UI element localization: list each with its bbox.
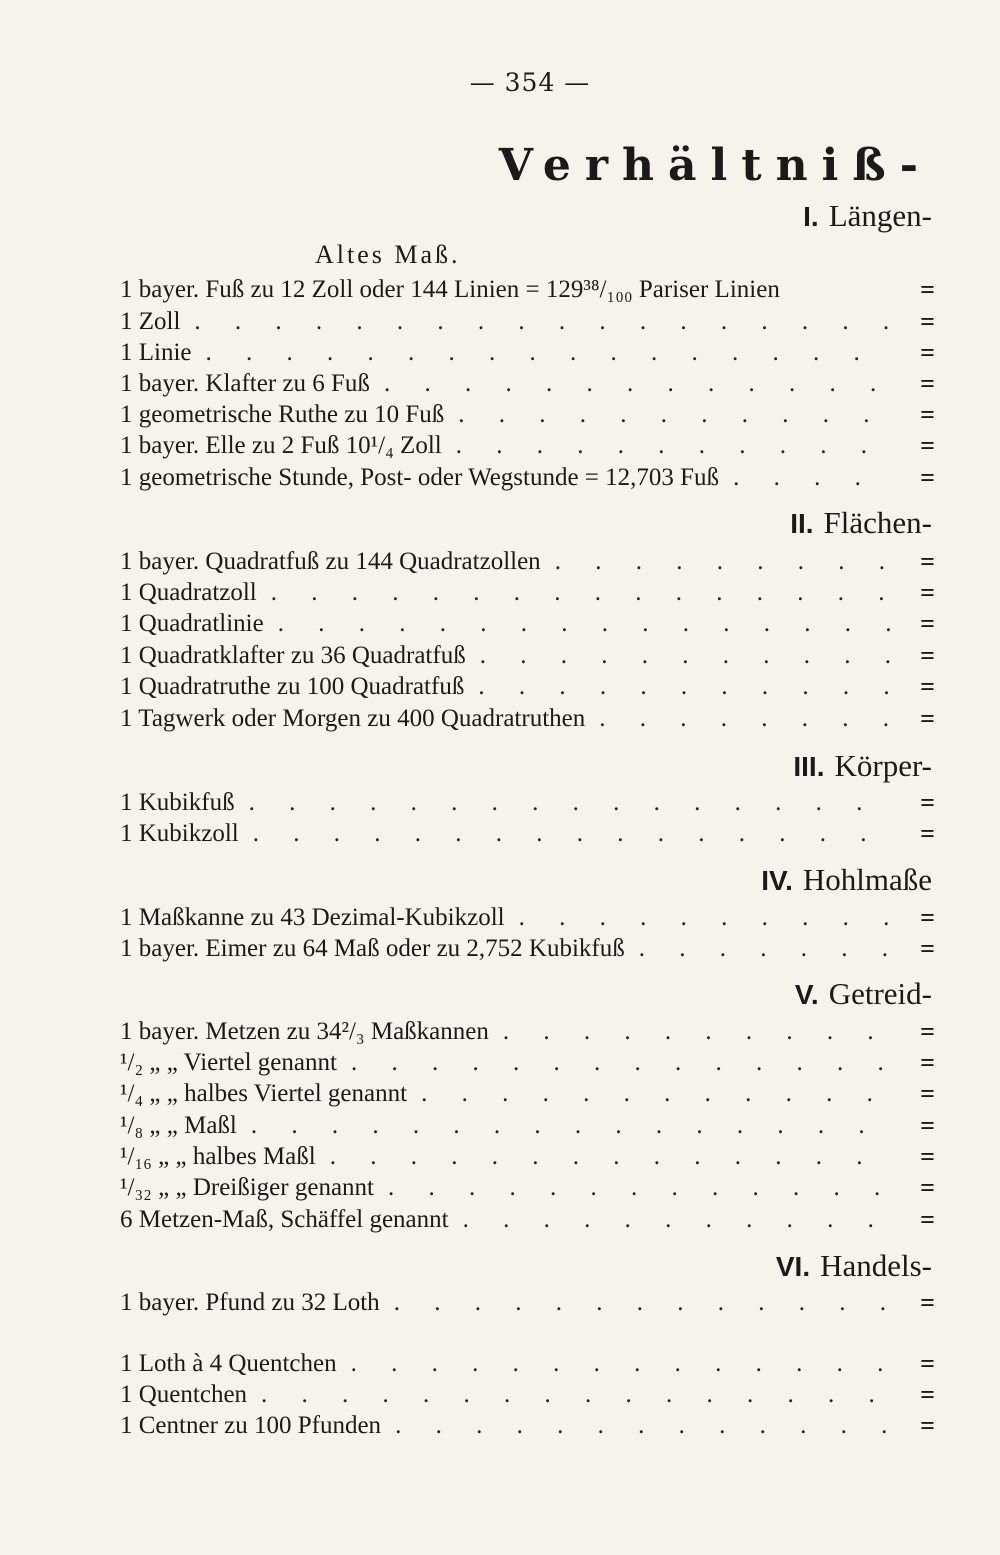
equals-sign: = xyxy=(920,672,935,701)
equals-sign: = xyxy=(920,1288,935,1317)
leader-dots xyxy=(463,1206,891,1234)
table-row xyxy=(120,462,935,494)
table-row xyxy=(120,608,935,640)
table-row xyxy=(120,1016,935,1048)
leader-dots xyxy=(351,1049,891,1077)
leader-dots xyxy=(503,1018,891,1046)
equals-sign: = xyxy=(920,463,935,492)
leader-dots xyxy=(639,935,891,963)
table-row xyxy=(120,1204,935,1236)
leader-dots xyxy=(206,339,891,367)
table-row xyxy=(120,1078,935,1110)
table-row xyxy=(120,1172,935,1204)
section-word: Hohlmaße xyxy=(802,862,932,897)
section-heading-koerper xyxy=(793,748,932,784)
section-number: I. xyxy=(803,201,819,232)
table-row xyxy=(120,818,935,850)
equals-sign: = xyxy=(920,1205,935,1234)
section-word: Handels- xyxy=(820,1248,932,1283)
section-number: II. xyxy=(790,508,814,539)
leader-dots xyxy=(733,464,891,492)
row-text: 1 bayer. Klafter zu 6 Fuß xyxy=(120,370,370,397)
table-row xyxy=(120,902,935,934)
equals-sign: = xyxy=(920,578,935,607)
row-text: 1 Loth à 4 Quentchen xyxy=(120,1350,337,1377)
leader-dots xyxy=(278,610,891,638)
row-text: ¹/₂ „ „ Viertel genannt xyxy=(120,1049,337,1076)
table-row xyxy=(120,671,935,703)
table-row xyxy=(120,399,935,431)
leader-dots xyxy=(194,308,891,336)
table-row xyxy=(120,1141,935,1173)
row-text: 1 geometrische Stunde, Post- oder Wegstunde = 12,703 Fuß xyxy=(120,464,720,491)
table-row xyxy=(120,1110,935,1142)
leader-dots xyxy=(421,1080,891,1108)
table-row xyxy=(120,703,935,735)
leader-dots xyxy=(251,1112,891,1140)
row-text: 1 Tagwerk oder Morgen zu 400 Quadratruthen xyxy=(120,705,586,732)
table-row xyxy=(120,577,935,609)
section-heading-flaechen xyxy=(790,505,932,541)
leader-dots xyxy=(394,1289,891,1317)
table-row xyxy=(120,430,935,462)
section-word: Flächen- xyxy=(823,505,932,540)
section-heading-getreide xyxy=(795,976,932,1012)
row-text: ¹/₃₂ „ „ Dreißiger genannt xyxy=(120,1174,374,1201)
old-measure-heading: Altes Maß. xyxy=(315,240,461,269)
row-text: ¹/₈ „ „ Maßl xyxy=(120,1112,237,1139)
row-text: 1 bayer. Pfund zu 32 Loth xyxy=(120,1289,380,1316)
equals-sign: = xyxy=(920,1017,935,1046)
row-text: 1 bayer. Quadratfuß zu 144 Quadratzollen xyxy=(120,548,541,575)
leader-dots xyxy=(388,1174,891,1202)
equals-sign: = xyxy=(920,819,935,848)
equals-sign: = xyxy=(920,934,935,963)
leader-dots xyxy=(249,789,891,817)
section-number: V. xyxy=(794,979,819,1010)
table-row xyxy=(120,640,935,672)
row-text: 1 bayer. Eimer zu 64 Maß oder zu 2,752 Kubikfuß xyxy=(120,935,625,962)
row-text: 6 Metzen-Maß, Schäffel genannt xyxy=(120,1206,449,1233)
leader-dots xyxy=(351,1350,891,1378)
equals-sign: = xyxy=(920,275,935,304)
row-text: 1 bayer. Elle zu 2 Fuß 10¹/₄ Zoll xyxy=(120,432,442,459)
row-text: 1 bayer. Fuß zu 12 Zoll oder 144 Linien = 129³⁸/₁₀₀ Pariser Linien xyxy=(120,276,780,303)
row-text: ¹/₄ „ „ halbes Viertel genannt xyxy=(120,1080,408,1107)
page-title: Verhältniß- xyxy=(498,140,932,191)
section-word: Getreid- xyxy=(828,976,932,1011)
table-row xyxy=(120,368,935,400)
leader-dots xyxy=(480,642,891,670)
section-number: III. xyxy=(793,751,825,782)
section-number: IV. xyxy=(761,865,793,896)
leader-dots xyxy=(253,820,891,848)
section-heading-laengen xyxy=(803,198,932,234)
equals-sign: = xyxy=(920,1411,935,1440)
equals-sign: = xyxy=(920,1111,935,1140)
leader-dots xyxy=(599,705,891,733)
table-row xyxy=(120,787,935,819)
leader-dots xyxy=(384,370,891,398)
equals-sign: = xyxy=(920,1380,935,1409)
leader-dots xyxy=(456,432,891,460)
equals-sign: = xyxy=(920,369,935,398)
row-text: 1 Centner zu 100 Pfunden xyxy=(120,1412,382,1439)
leader-dots xyxy=(519,904,891,932)
section-heading-hohlmasse xyxy=(761,862,932,898)
equals-sign: = xyxy=(920,547,935,576)
table-row xyxy=(120,1047,935,1079)
equals-sign: = xyxy=(920,1349,935,1378)
row-text: 1 Quadratlinie xyxy=(120,610,264,637)
leader-dots xyxy=(395,1412,891,1440)
row-text: 1 Kubikzoll xyxy=(120,820,239,847)
row-text: 1 Quadratzoll xyxy=(120,579,257,606)
equals-sign: = xyxy=(920,1048,935,1077)
table-row xyxy=(120,1410,935,1442)
equals-sign: = xyxy=(920,400,935,429)
section-heading-handels xyxy=(776,1248,932,1284)
leader-dots xyxy=(271,579,891,607)
row-text: ¹/₁₆ „ „ halbes Maßl xyxy=(120,1143,316,1170)
section-word: Längen- xyxy=(828,198,932,233)
equals-sign: = xyxy=(920,704,935,733)
equals-sign: = xyxy=(920,641,935,670)
equals-sign: = xyxy=(920,788,935,817)
leader-dots xyxy=(555,548,891,576)
table-row xyxy=(120,1348,935,1380)
table-row xyxy=(120,306,935,338)
row-text: 1 Quentchen xyxy=(120,1381,248,1408)
section-word: Körper- xyxy=(834,748,932,783)
row-text: 1 Linie xyxy=(120,339,192,366)
equals-sign: = xyxy=(920,609,935,638)
equals-sign: = xyxy=(920,1142,935,1171)
table-row xyxy=(120,1287,935,1319)
row-text: 1 Kubikfuß xyxy=(120,789,235,816)
row-text: 1 bayer. Metzen zu 34²/₃ Maßkannen xyxy=(120,1018,489,1045)
table-row xyxy=(120,1379,935,1411)
leader-dots xyxy=(261,1381,891,1409)
section-number: VI. xyxy=(775,1251,811,1282)
equals-sign: = xyxy=(920,338,935,367)
row-text: 1 geometrische Ruthe zu 10 Fuß xyxy=(120,401,445,428)
table-row xyxy=(120,274,935,306)
row-text: 1 Quadratklafter zu 36 Quadratfuß xyxy=(120,642,466,669)
equals-sign: = xyxy=(920,1173,935,1202)
leader-dots xyxy=(478,673,891,701)
leader-dots xyxy=(330,1143,891,1171)
row-text: 1 Maßkanne zu 43 Dezimal-Kubikzoll xyxy=(120,904,505,931)
equals-sign: = xyxy=(920,1079,935,1108)
row-text: 1 Quadratruthe zu 100 Quadratfuß xyxy=(120,673,465,700)
row-text: 1 Zoll xyxy=(120,308,181,335)
page-number: — 354 — xyxy=(469,68,591,97)
equals-sign: = xyxy=(920,903,935,932)
table-row xyxy=(120,546,935,578)
equals-sign: = xyxy=(920,431,935,460)
table-row xyxy=(120,933,935,965)
equals-sign: = xyxy=(920,307,935,336)
table-row xyxy=(120,337,935,369)
leader-dots xyxy=(458,401,891,429)
